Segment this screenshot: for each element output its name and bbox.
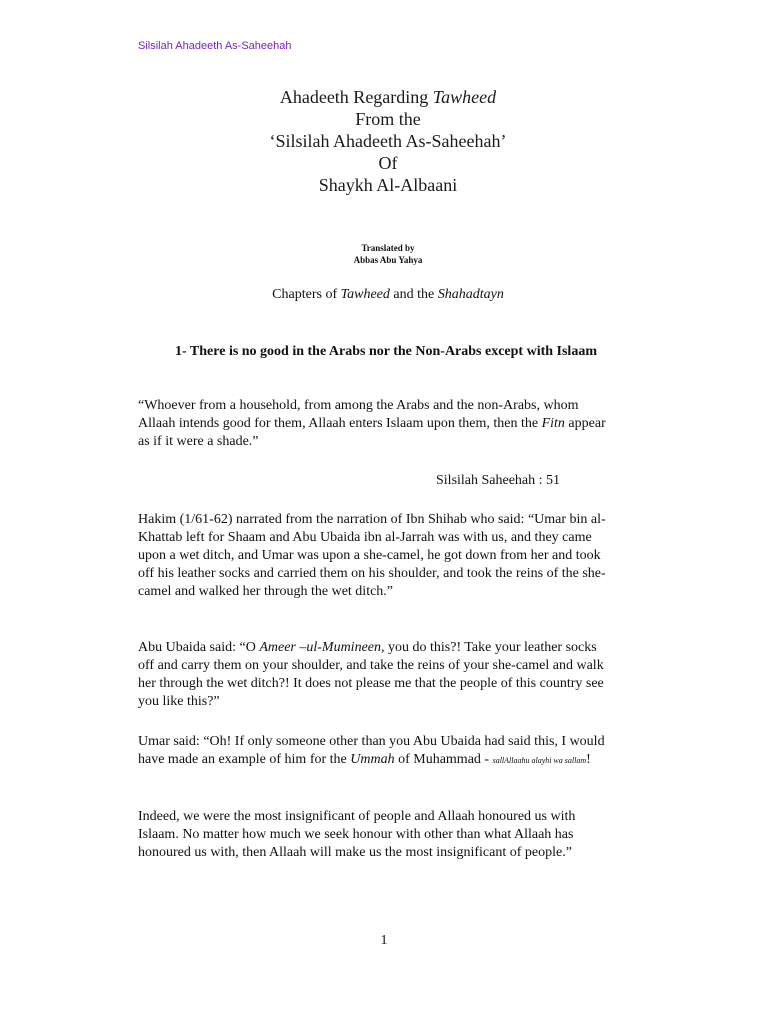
hadith-italic: Fitn — [541, 416, 565, 431]
page-number: 1 — [380, 933, 388, 948]
title-line-1-italic: Tawheed — [432, 87, 497, 107]
p3-salawat: sallAllaahu alayhi wa sallam — [492, 756, 587, 765]
title-line-1 — [0, 86, 768, 108]
chapters-prefix: Chapters of — [272, 287, 341, 302]
chapters-middle: and the — [389, 287, 438, 302]
translator-credits — [0, 242, 768, 266]
narration-paragraph-4: Indeed, we were the most insignificant of people and Allaah honoured us with Islaam. No matter how much we seek honour with other than what Allaah has honoured us with, then Allaah will make us the most insignificant of people.” — [138, 809, 576, 860]
hadith-text — [138, 397, 613, 451]
p3-end: ! — [586, 752, 591, 767]
p2-prefix: Abu Ubaida said: “O — [138, 640, 260, 655]
title-line-3: ‘Silsilah Ahadeeth As-Saheehah’ — [269, 131, 507, 151]
p3-mid: of Muhammad - — [394, 752, 493, 767]
narration-paragraph-3 — [138, 733, 613, 770]
p2-italic: Ameer –ul-Mumineen, — [259, 640, 385, 655]
title-line-1-text: Ahadeeth Regarding — [279, 87, 433, 107]
narration-paragraph-2 — [138, 639, 613, 711]
title-line-5: Shaykh Al-Albaani — [318, 175, 458, 195]
title-line-4: Of — [378, 153, 398, 173]
p3-prefix: Umar said: “Oh! If only someone other than you Abu Ubaida had said this, I would have made an example of him for the — [138, 734, 605, 767]
hadith-part-2: appear as if it were a shade.” — [138, 416, 606, 449]
hadith-part-1: “Whoever from a household, from among the Arabs and the non-Arabs, whom Allaah intends good for them, Allaah enters Islaam upon them, then the — [138, 398, 579, 431]
hadith-source: Silsilah Saheehah : 51 — [436, 473, 561, 488]
narration-paragraph-1: Hakim (1/61-62) narrated from the narration of Ibn Shihab who said: “Umar bin al-Khattab left for Shaam and Abu Ubaida ibn al-Jarrah was with us, and they came upon a wet ditch, and Umar was upon a she-camel, he got down from her and took off his leather socks and carried them on his shoulder, and took the reins of the she-camel and walked her through the wet ditch.” — [138, 512, 606, 599]
running-header: Silsilah Ahadeeth As-Saheehah — [138, 40, 292, 52]
document-title — [0, 86, 768, 196]
p3-italic: Ummah — [350, 752, 395, 767]
chapters-subtitle — [0, 287, 768, 303]
translated-by-label: Translated by — [361, 243, 415, 253]
translator-name: Abbas Abu Yahya — [353, 255, 423, 265]
chapters-italic-2: Shahadtayn — [437, 287, 504, 302]
section-heading: 1- There is no good in the Arabs nor the Non-Arabs except with Islaam — [175, 344, 597, 359]
title-line-2: From the — [355, 109, 421, 129]
chapters-italic-1: Tawheed — [340, 287, 390, 302]
p2-rest: you do this?! Take your leather socks off and carry them on your shoulder, and take the reins of your she-camel and walk her through the wet ditch?! It does not please me that the people of this country see you like this?” — [138, 640, 604, 709]
